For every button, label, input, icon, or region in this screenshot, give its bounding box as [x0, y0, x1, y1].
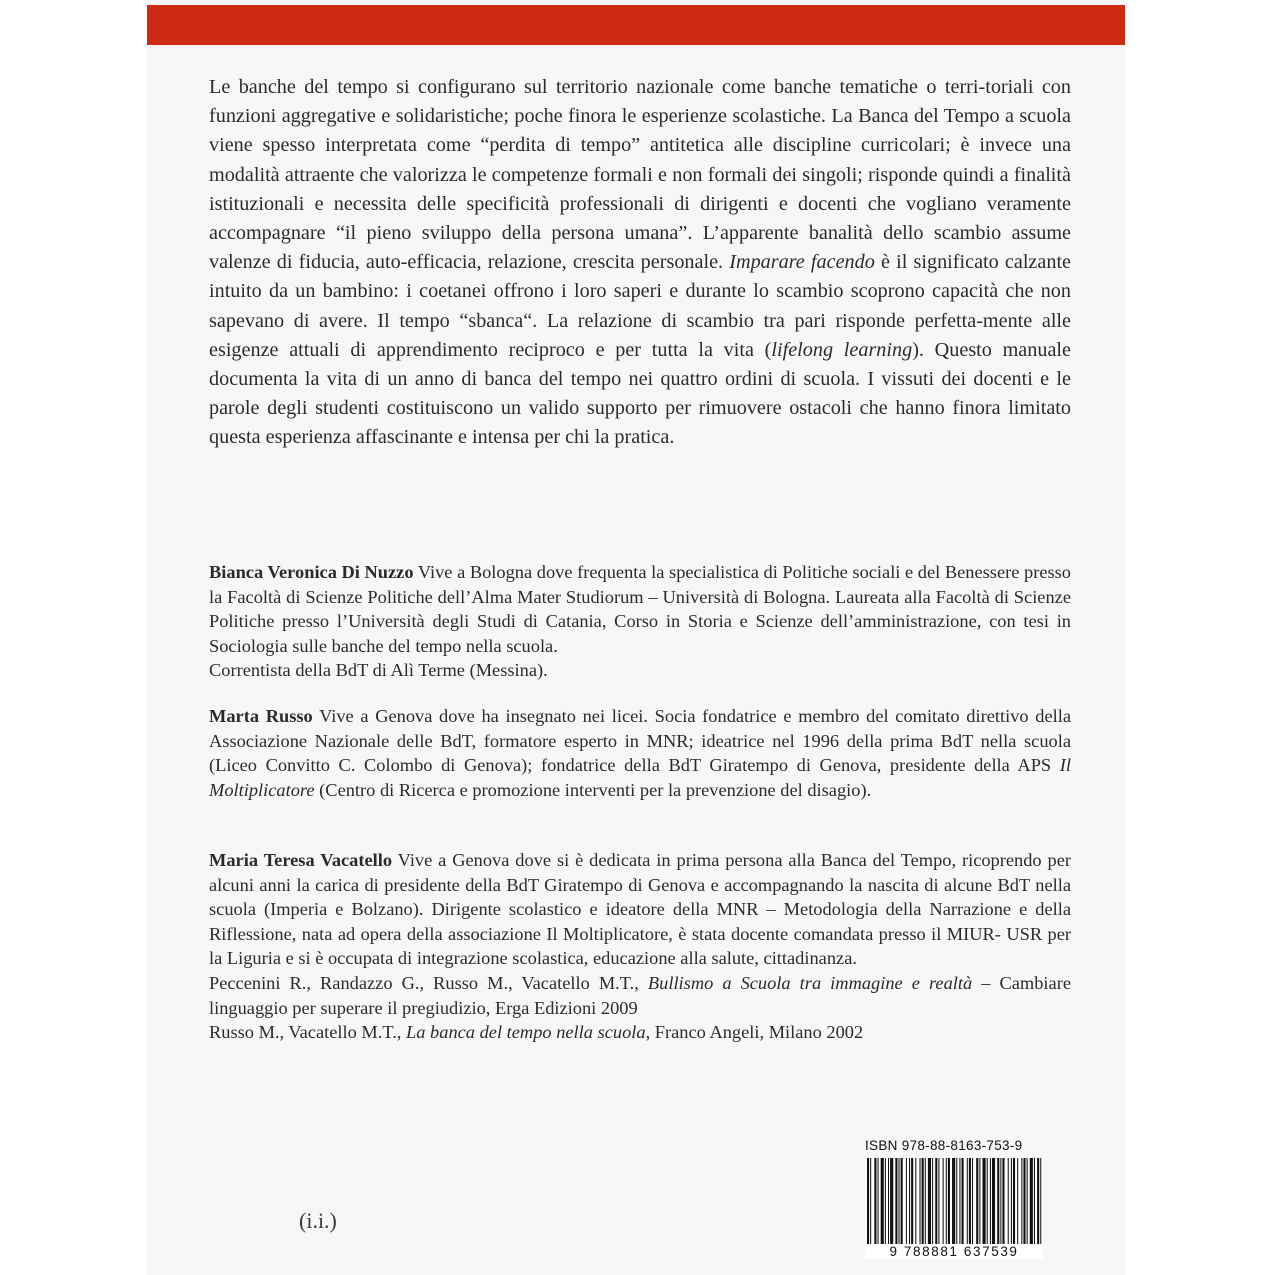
blurb-italic-term: lifelong learning	[771, 338, 913, 361]
barcode-bar	[987, 1158, 988, 1246]
reference-details: Cambiare linguaggio per superare il pregiudizio, Erga Edizioni 2009	[209, 972, 1071, 1018]
barcode-bar	[881, 1158, 884, 1246]
isbn-label: ISBN 978-88-8163-753-9	[865, 1138, 1023, 1153]
barcode-bar	[878, 1158, 879, 1246]
barcode-bar	[925, 1158, 926, 1246]
author-bio-text: Vive a Genova dove ha insegnato nei licei. Socia fondatrice e membro del comitato direttivo della Associazione Nazionale delle BdT, formatore esperto in MNR; ideatrice nel 1996 della prima BdT nella scuola (Liceo Convitto C. Colombo di Genova); fondatrice della BdT Giratempo di Genova, presidente della APS	[209, 706, 1072, 776]
barcode-bar	[948, 1158, 950, 1246]
barcode-bar	[938, 1158, 939, 1246]
barcode-bar	[1027, 1158, 1028, 1246]
barcode-bar	[990, 1158, 991, 1246]
barcode-bar	[952, 1158, 955, 1246]
author-name: Maria Teresa Vacatello	[209, 850, 393, 870]
barcode-bar	[890, 1158, 893, 1246]
barcode-bar	[870, 1158, 871, 1246]
barcode-bar	[915, 1158, 916, 1246]
author-bio-text: Vive a Genova dove si è dedicata in prima persona alla Banca del Tempo, ricoprendo per alcuni anni la carica di presidente della BdT Giratempo di Genova e accompagnando la nascita di alcune BdT nella scuola (Imperia e Bolzano). Dirigente scolastico e ideatore della MNR – Metodologia della Narrazione e della Riflessione, nata ad opera della associazione Il Moltiplicatore, è stata docente comandata presso il MIUR- USR per la Liguria e si è occupata di integrazione scolastica, educazione alla salute, cittadinanza.	[209, 850, 1071, 969]
barcode-bar	[1013, 1158, 1015, 1246]
barcode-bar	[992, 1158, 995, 1246]
barcode-bar	[946, 1158, 947, 1246]
blurb-italic-phrase: Imparare facendo	[729, 251, 875, 274]
barcode-bar	[1000, 1158, 1001, 1246]
barcode-bar	[911, 1158, 913, 1246]
barcode-bar	[922, 1158, 924, 1246]
publisher-mark: (i.i.)	[299, 1208, 337, 1233]
barcode-bar	[928, 1158, 931, 1246]
author-bio-3	[209, 848, 1071, 1045]
back-cover	[147, 0, 1125, 1275]
reference-2	[209, 1020, 1071, 1045]
barcode-bar	[997, 1158, 999, 1246]
barcode-bar	[932, 1158, 933, 1246]
barcode-bar	[976, 1158, 978, 1246]
barcode-bar	[885, 1158, 886, 1246]
barcode-bar	[1023, 1158, 1025, 1246]
association-name: Il Moltiplicatore	[209, 755, 1071, 800]
barcode-bar	[1021, 1158, 1022, 1246]
reference-authors: Russo M., Vacatello M.T.,	[209, 1022, 402, 1043]
reference-title: Bullismo a Scuola tra immagine e realtà –	[647, 972, 991, 993]
barcode-bar	[979, 1158, 980, 1246]
barcode-bar	[1030, 1158, 1033, 1246]
barcode	[865, 1158, 1043, 1246]
barcode-bar	[1037, 1158, 1039, 1246]
author-bio-1	[209, 560, 1071, 683]
author-bio-extra: Correntista della BdT di Alì Terme (Messina).	[209, 660, 548, 681]
barcode-bar	[935, 1158, 937, 1246]
barcode-bar	[901, 1158, 903, 1246]
barcode-bar	[969, 1158, 971, 1246]
barcode-bar	[1002, 1158, 1004, 1246]
barcode-bar	[888, 1158, 889, 1246]
barcode-bar	[899, 1158, 900, 1246]
reference-1	[209, 971, 1071, 1020]
barcode-bar	[943, 1158, 944, 1246]
barcode-bar	[874, 1158, 876, 1246]
barcode-bar	[1008, 1158, 1009, 1246]
barcode-bar	[1011, 1158, 1012, 1246]
reference-title: La banca del tempo nella scuola	[406, 1022, 646, 1043]
barcode-bar	[956, 1158, 957, 1246]
top-color-band	[147, 5, 1125, 45]
barcode-bar	[962, 1158, 964, 1246]
blurb-text-3: ). Questo manuale documenta la vita di un anno di banca del tempo nei quattro ordini di scuola. I vissuti dei docenti e le parole degli studenti costituiscono un valido supporto per rimuovere ostacoli che hanno finora limitato questa esperienza affascinante e intensa per chi la pratica.	[209, 338, 1071, 449]
barcode-bar	[895, 1158, 897, 1246]
barcode-bar	[1017, 1158, 1018, 1246]
barcode-bar	[867, 1158, 869, 1246]
barcode-bar	[959, 1158, 960, 1246]
author-bio-text-end: (Centro di Ricerca e promozione interventi per la prevenzione del disagio).	[319, 779, 872, 800]
book-blurb	[209, 73, 1071, 453]
barcode-bar	[906, 1158, 907, 1246]
barcode-bar	[909, 1158, 910, 1246]
author-bio-text: Vive a Bologna dove frequenta la specialistica di Politiche sociali e del Benessere presso la Facoltà di Scienze Politiche dell’Alma Mater Studiorum – Università di Bologna. Laureata alla Facoltà di Scienze Politiche presso l’Università degli Studi di Catania, Corso in Storia e Scienze dell’amministrazione, con tesi in Sociologia sulle banche del tempo nella scuola.	[209, 562, 1072, 656]
barcode-digits: 9 788881 637539	[865, 1244, 1043, 1259]
barcode-bar	[1034, 1158, 1035, 1246]
blurb-text-2: è il significato calzante intuito da un bambino: i coetanei offrono i loro saperi e durante lo scambio scoprono capacità che non sapevano di avere. Il tempo “sbanca“. La relazione di scambio tra pari risponde perfetta-mente alle esigenze attuali di apprendimento reciproco e per tutta la vita (	[209, 251, 1072, 361]
author-name: Marta Russo	[209, 706, 313, 726]
barcode-bar	[972, 1158, 973, 1246]
author-bio-2	[209, 704, 1071, 802]
barcode-bar	[920, 1158, 921, 1246]
reference-details: , Franco Angeli, Milano 2002	[645, 1022, 864, 1043]
barcode-bar	[983, 1158, 986, 1246]
author-name: Bianca Veronica Di Nuzzo	[209, 562, 414, 582]
reference-authors: Peccenini R., Randazzo G., Russo M., Vacatello M.T.,	[209, 972, 639, 993]
barcode-bar	[1040, 1158, 1041, 1246]
blurb-text-1: Le banche del tempo si configurano sul territorio nazionale come banche tematiche o terri-toriali con funzioni aggregative e solidaristiche; poche finora le esperienze scolastiche. La Banca del Tempo a scuola viene spesso interpretata come “perdita di tempo” antitetica alle discipline curricolari; è invece una modalità attraente che valorizza le competenze formali e non formali dei singoli; risponde quindi a finalità istituzionali e necessita delle specificità professionali di dirigenti e docenti che vogliano veramente accompagnare “il pieno sviluppo della persona umana”. L’apparente banalità dello scambio assume valenze di fiducia, auto-efficacia, relazione, crescita personale.	[209, 76, 1071, 274]
barcode-bar	[967, 1158, 968, 1246]
